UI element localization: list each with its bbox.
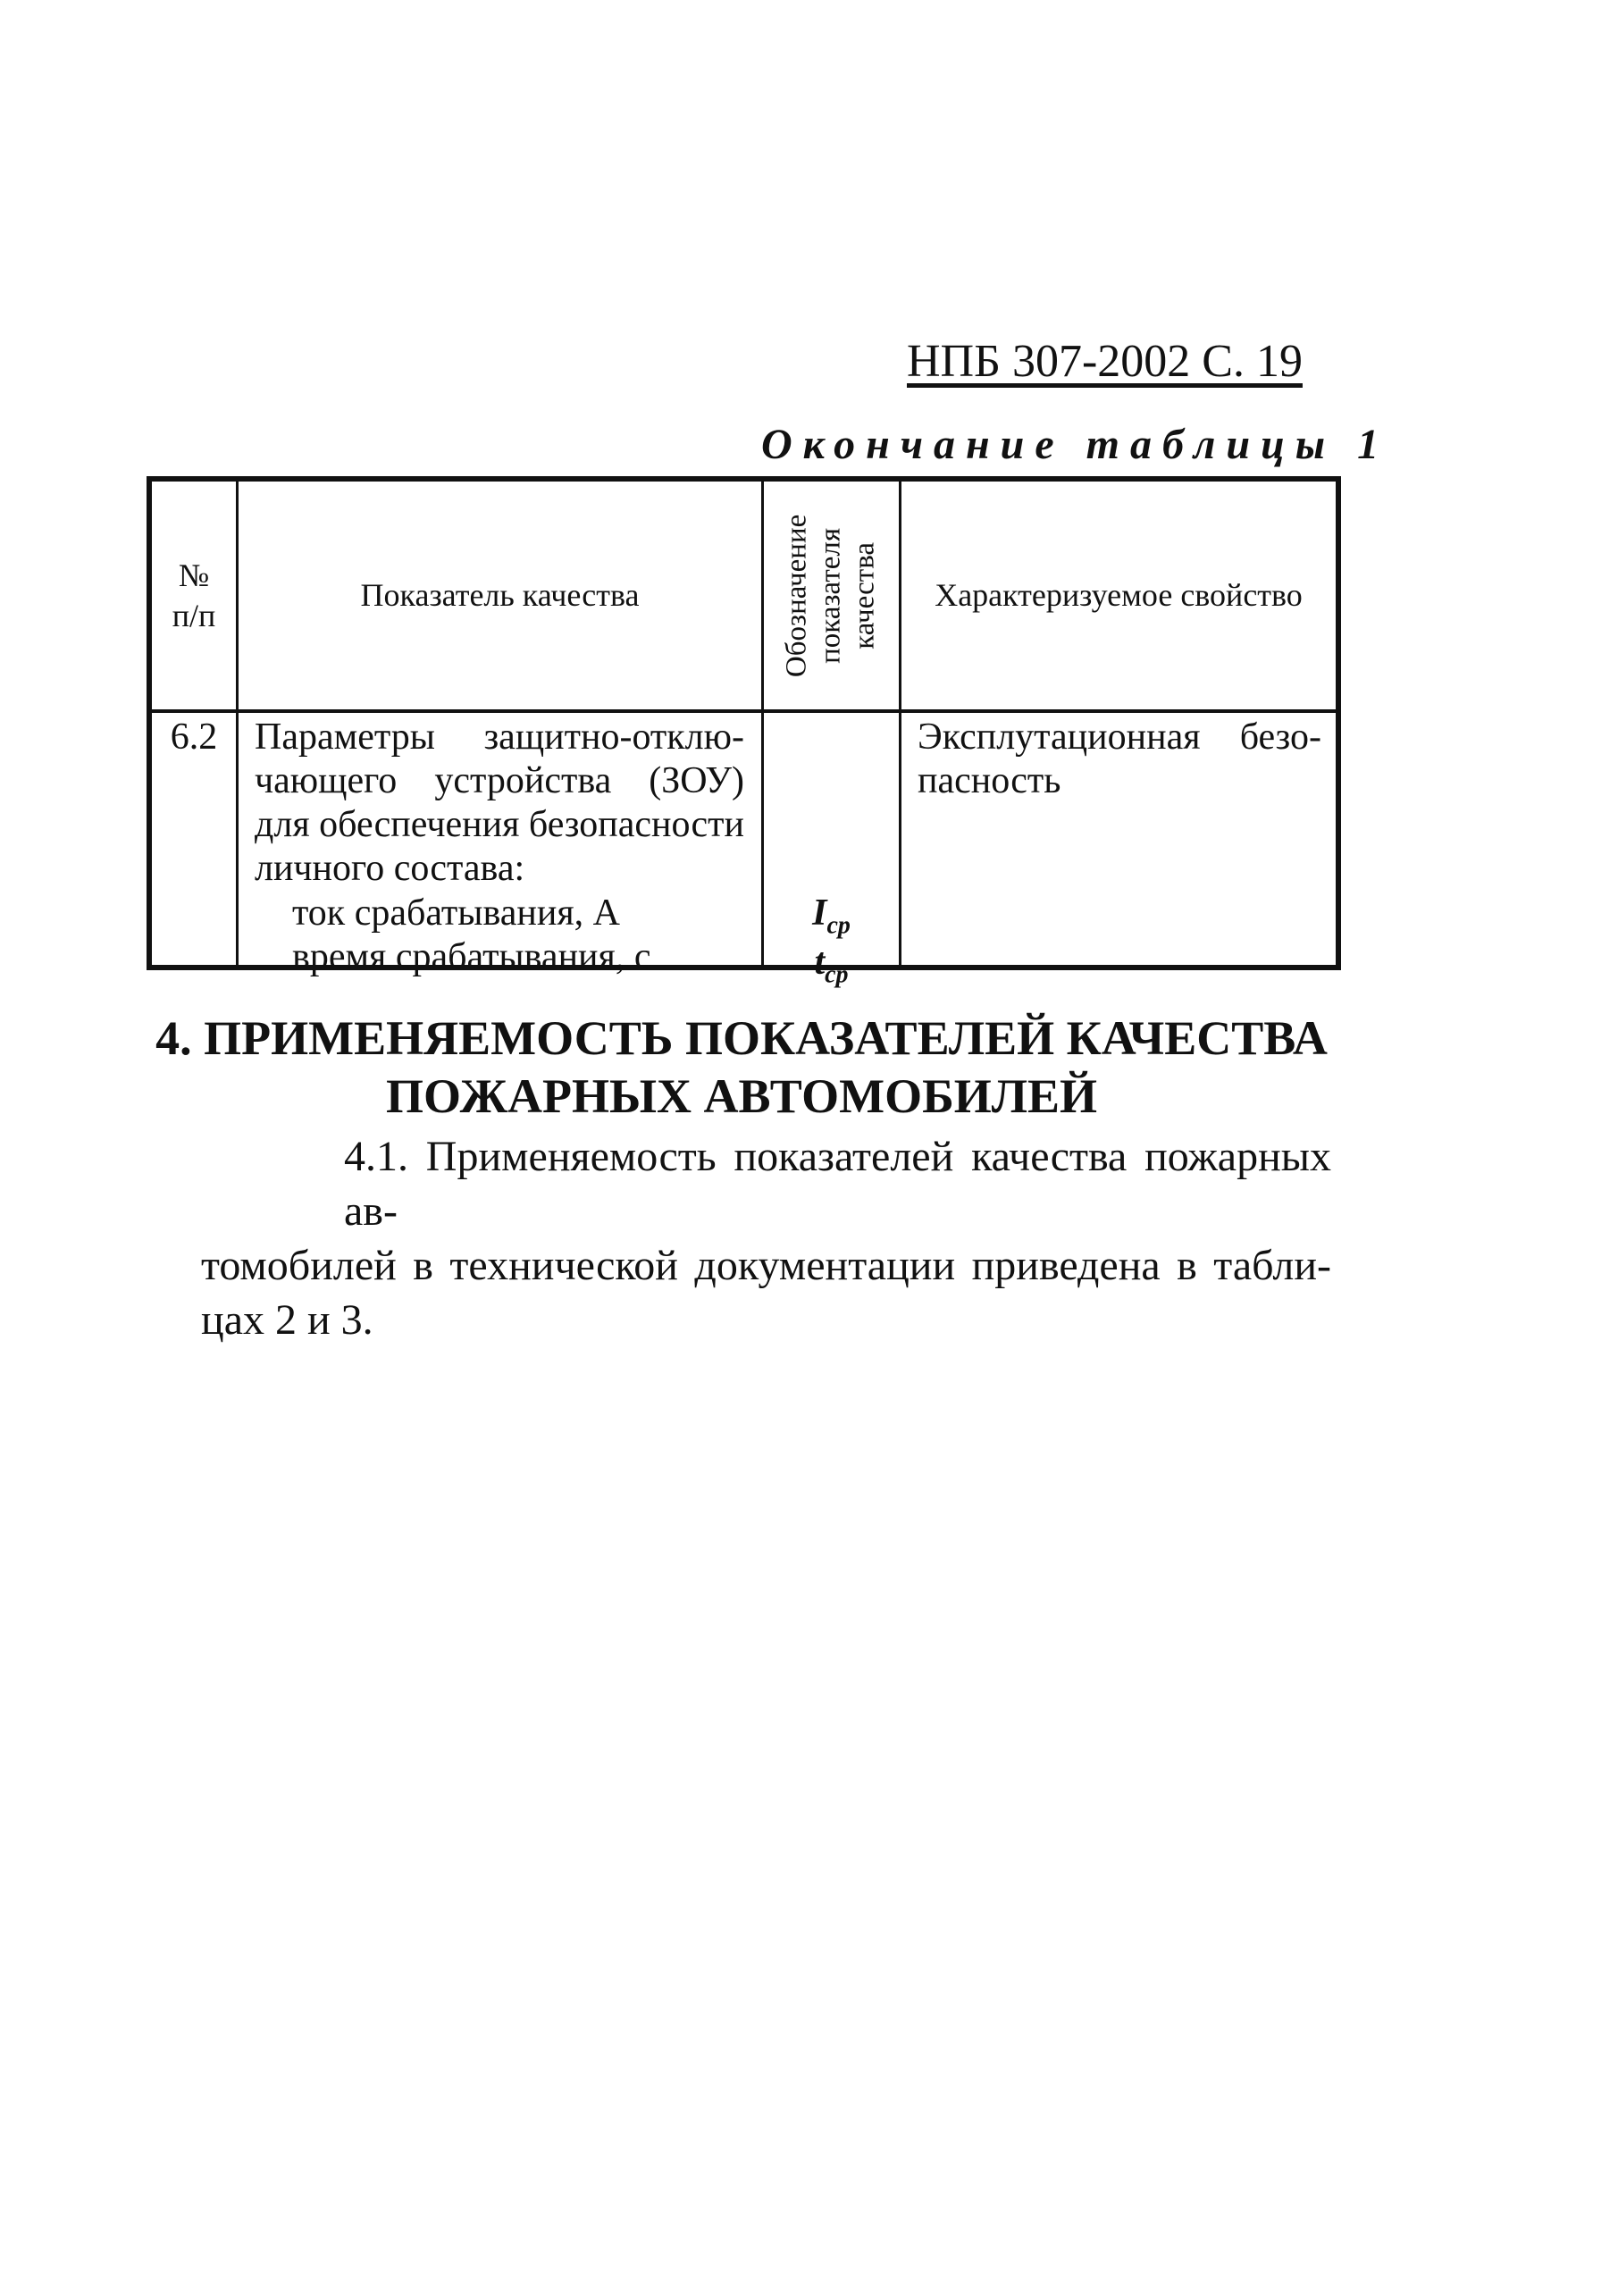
row-designation (764, 716, 899, 990)
header-designation: Обозначение показателя качества (780, 514, 881, 677)
sub-item-trip-time: время срабатывания, с (292, 935, 651, 977)
symbol-trip-time: $t_{ср}$ (814, 941, 849, 989)
sub-item-trip-current: ток срабатывания, А (292, 892, 621, 934)
header-indicator: Показатель качества (360, 577, 640, 613)
header-property: Характеризуемое свойство (935, 577, 1303, 613)
running-head: НПБ 307-2002 С. 19 (907, 336, 1303, 387)
section-paragraph: 4.1. Применяемость показателей качества пожарных ав- томобилей в технической документации приведена в табли- цах 2 и 3. (201, 1133, 1331, 1344)
section-title: 4. ПРИМЕНЯЕМОСТЬ ПОКАЗАТЕЛЕЙ КАЧЕСТВА ПОЖАРНЫХ АВТОМОБИЛЕЙ (155, 1011, 1328, 1123)
row-number: 6.2 (170, 716, 218, 758)
quality-indicators-table (147, 476, 1341, 989)
row-indicator: Параметры защитно-отклю- чающего устройства (ЗОУ) для обеспечения безопасности личного состава: ток срабатывания, А время срабатывания, с (255, 716, 744, 979)
symbol-trip-current: $I_{ср}$ (812, 892, 851, 939)
row-property: Эксплутационная безо- пасность (918, 716, 1321, 802)
table-header-divider (152, 709, 1336, 713)
table-caption: Окончание таблицы 1 (761, 421, 1390, 468)
header-num: № п/п (172, 557, 216, 633)
